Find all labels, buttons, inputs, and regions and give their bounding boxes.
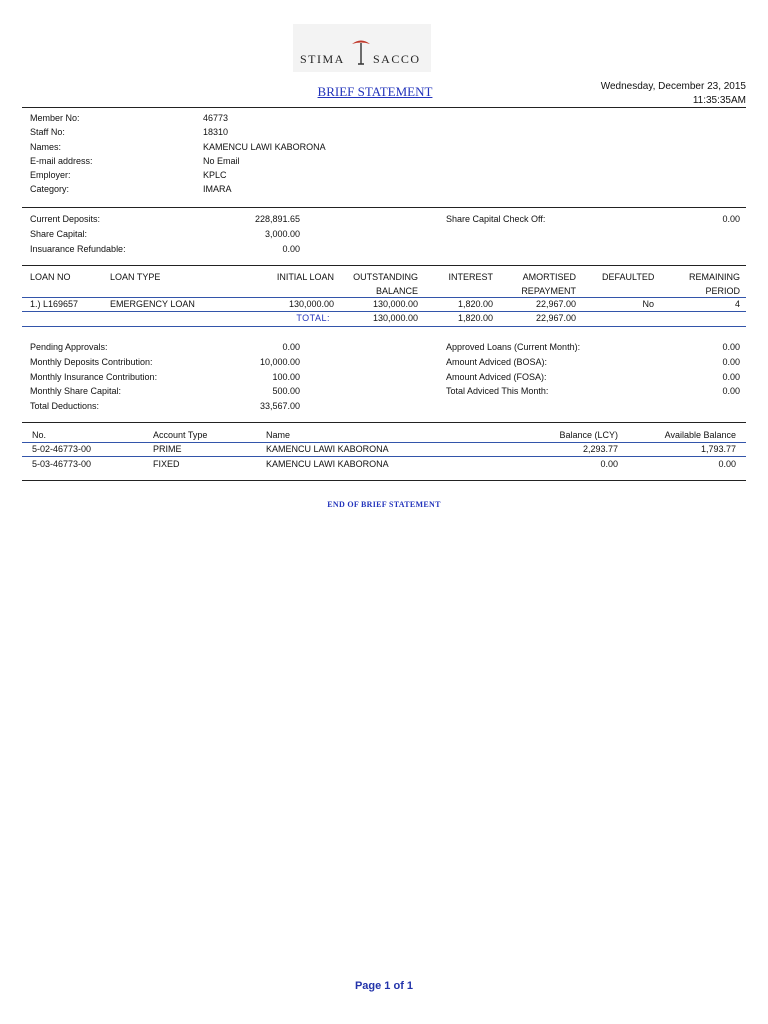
names-label: Names: xyxy=(30,142,62,152)
loan-type: EMERGENCY LOAN xyxy=(110,299,195,309)
account-type: PRIME xyxy=(153,444,182,454)
loan-no: 1.) L169657 xyxy=(30,299,79,309)
monthly-deposits-label: Monthly Deposits Contribution: xyxy=(30,357,153,367)
staff-no-label: Staff No: xyxy=(30,127,65,137)
employer-value: KPLC xyxy=(203,170,227,180)
tree-icon xyxy=(349,36,373,66)
insurance-refundable-value: 0.00 xyxy=(282,244,300,254)
account-balance: 2,293.77 xyxy=(582,444,618,454)
divider xyxy=(22,207,746,208)
page-number: Page 1 of 1 xyxy=(354,980,414,992)
account-no: 5-03-46773-00 xyxy=(32,459,92,469)
divider xyxy=(22,456,746,457)
account-balance: 0.00 xyxy=(600,459,618,469)
category-label: Category: xyxy=(30,184,70,194)
account-name: KAMENCU LAWI KABORONA xyxy=(266,444,389,454)
staff-no-value: 18310 xyxy=(203,127,229,137)
share-capital-label: Share Capital: xyxy=(30,229,88,239)
end-of-statement: END OF BRIEF STATEMENT xyxy=(327,500,441,509)
account-type: FIXED xyxy=(153,459,180,469)
logo xyxy=(293,24,431,72)
divider xyxy=(22,480,746,481)
total-interest: 1,820.00 xyxy=(457,313,493,323)
amount-bosa-label: Amount Adviced (BOSA): xyxy=(446,357,548,367)
initial-loan: 130,000.00 xyxy=(288,299,334,309)
col-outstanding-1: OUTSTANDING xyxy=(353,272,418,282)
col-remaining-1: REMAINING xyxy=(688,272,740,282)
col-account-no: No. xyxy=(32,430,47,440)
amount-fosa-value: 0.00 xyxy=(722,372,740,382)
account-available: 0.00 xyxy=(718,459,736,469)
member-no-label: Member No: xyxy=(30,113,80,123)
remaining-period: 4 xyxy=(734,299,740,309)
divider xyxy=(22,107,746,108)
total-label: TOTAL: xyxy=(296,313,330,323)
current-deposits-label: Current Deposits: xyxy=(30,214,101,224)
total-deductions-value: 33,567.00 xyxy=(259,401,300,411)
monthly-deposits-value: 10,000.00 xyxy=(259,357,300,367)
amount-fosa-label: Amount Adviced (FOSA): xyxy=(446,372,547,382)
category-value: IMARA xyxy=(203,184,232,194)
logo-text-left: STIMA xyxy=(300,52,345,66)
interest: 1,820.00 xyxy=(457,299,493,309)
time-text: 11:35:35AM xyxy=(692,95,746,106)
total-outstanding: 130,000.00 xyxy=(372,313,418,323)
col-defaulted: DEFAULTED xyxy=(602,272,655,282)
current-deposits-value: 228,891.65 xyxy=(254,214,300,224)
total-deductions-label: Total Deductions: xyxy=(30,401,100,411)
statement-date xyxy=(601,80,746,108)
col-remaining-2: PERIOD xyxy=(705,286,740,296)
date-text: Wednesday, December 23, 2015 xyxy=(600,81,746,92)
approved-loans-value: 0.00 xyxy=(722,342,740,352)
divider xyxy=(22,326,746,327)
col-interest: INTEREST xyxy=(448,272,493,282)
monthly-share-capital-label: Monthly Share Capital: xyxy=(30,386,122,396)
share-capital-value: 3,000.00 xyxy=(264,229,300,239)
logo-text-right: SACCO xyxy=(373,52,421,66)
divider xyxy=(22,311,746,312)
insurance-refundable-label: Insuarance Refundable: xyxy=(30,244,126,254)
names-value: KAMENCU LAWI KABORONA xyxy=(203,142,326,152)
col-outstanding-2: BALANCE xyxy=(375,286,418,296)
total-amortised: 22,967.00 xyxy=(535,313,576,323)
pending-approvals-value: 0.00 xyxy=(282,342,300,352)
account-available: 1,793.77 xyxy=(700,444,736,454)
account-no: 5-02-46773-00 xyxy=(32,444,92,454)
col-balance: Balance (LCY) xyxy=(559,430,618,440)
monthly-insurance-label: Monthly Insurance Contribution: xyxy=(30,372,158,382)
account-name: KAMENCU LAWI KABORONA xyxy=(266,459,389,469)
defaulted: No xyxy=(642,299,654,309)
email-value: No Email xyxy=(203,156,240,166)
col-amortised-2: REPAYMENT xyxy=(521,286,576,296)
col-loan-type: LOAN TYPE xyxy=(110,272,161,282)
outstanding-balance: 130,000.00 xyxy=(372,299,418,309)
monthly-insurance-value: 100.00 xyxy=(272,372,300,382)
divider xyxy=(22,422,746,423)
monthly-share-capital-value: 500.00 xyxy=(272,386,300,396)
total-adviced-value: 0.00 xyxy=(722,386,740,396)
col-amortised-1: AMORTISED xyxy=(522,272,576,282)
member-no-value: 46773 xyxy=(203,113,229,123)
divider xyxy=(22,265,746,266)
page-title: BRIEF STATEMENT xyxy=(317,84,433,99)
total-adviced-label: Total Adviced This Month: xyxy=(446,386,549,396)
employer-label: Employer: xyxy=(30,170,71,180)
col-available: Available Balance xyxy=(664,430,736,440)
amount-bosa-value: 0.00 xyxy=(722,357,740,367)
approved-loans-label: Approved Loans (Current Month): xyxy=(446,342,581,352)
share-checkoff-label: Share Capital Check Off: xyxy=(446,214,546,224)
col-account-name: Name xyxy=(266,430,291,440)
col-loan-no: LOAN NO xyxy=(30,272,71,282)
divider xyxy=(22,442,746,443)
email-label: E-mail address: xyxy=(30,156,93,166)
col-account-type: Account Type xyxy=(153,430,208,440)
share-checkoff-value: 0.00 xyxy=(722,214,740,224)
pending-approvals-label: Pending Approvals: xyxy=(30,342,108,352)
amortised-repayment: 22,967.00 xyxy=(535,299,576,309)
divider xyxy=(22,297,746,298)
col-initial-loan: INITIAL LOAN xyxy=(276,272,334,282)
